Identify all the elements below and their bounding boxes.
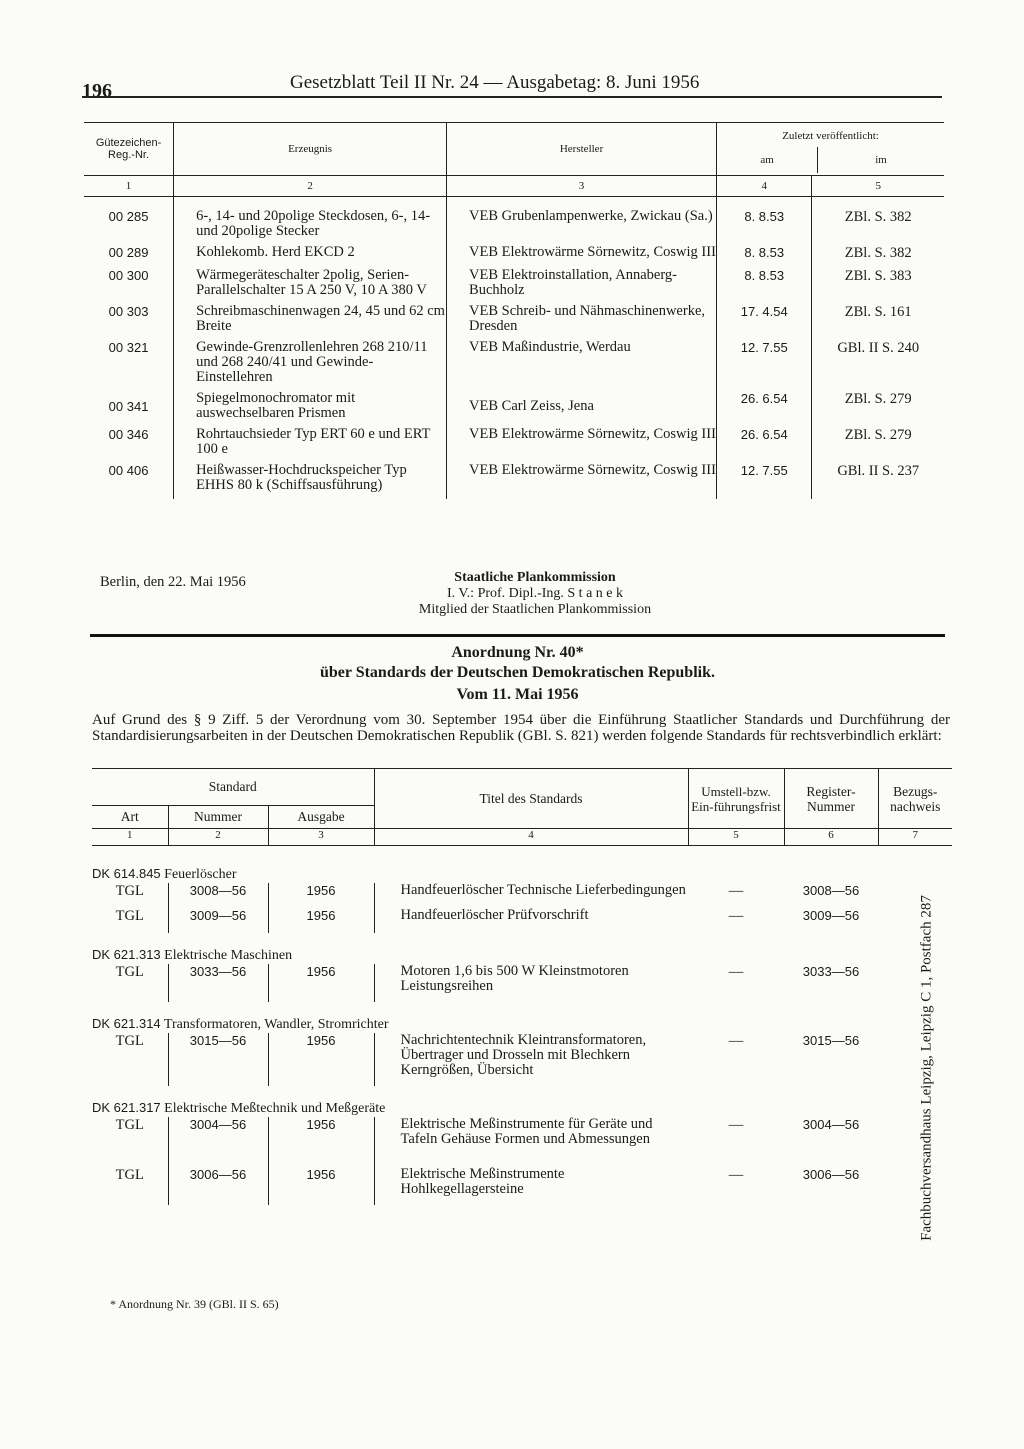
signature-role: Mitglied der Staatlichen Plankommission bbox=[418, 602, 652, 617]
dk-number: DK 621.317 bbox=[92, 1100, 161, 1115]
standard-art: TGL bbox=[92, 964, 168, 1002]
published-date: 12. 7.55 bbox=[717, 340, 812, 391]
bezugsnachweis-vertical bbox=[912, 858, 942, 1278]
reg-number: 00 406 bbox=[84, 463, 174, 499]
dk-name: Elektrische Meßtechnik und Meßgeräte bbox=[164, 1101, 386, 1116]
col-header-reg: Gütezeichen-Reg.-Nr. bbox=[84, 123, 174, 176]
published-date: 8. 8.53 bbox=[717, 245, 812, 268]
standard-nummer: 3009—56 bbox=[168, 908, 268, 933]
table-row bbox=[92, 1155, 952, 1205]
standard-register: 3004—56 bbox=[802, 1117, 860, 1132]
manufacturer: VEB Elektroinstallation, Annaberg-Buchholz bbox=[447, 268, 717, 304]
col-number: 4 bbox=[717, 176, 812, 197]
col-header-am: am bbox=[717, 147, 818, 173]
dk-group-heading bbox=[92, 1086, 952, 1117]
signature-signer: I. V.: Prof. Dipl.-Ing. S t a n e k bbox=[446, 586, 624, 601]
reg-number: 00 321 bbox=[84, 340, 174, 391]
published-date: 26. 6.54 bbox=[717, 391, 812, 427]
guetezeichen-table bbox=[84, 122, 944, 499]
col-header-art: Art bbox=[92, 806, 168, 829]
col-number: 6 bbox=[784, 829, 878, 846]
table-row bbox=[92, 1033, 952, 1086]
dk-number: DK 621.314 bbox=[92, 1016, 161, 1031]
published-in: ZBl. S. 382 bbox=[844, 209, 912, 225]
standard-ausgabe: 1956 bbox=[268, 1155, 374, 1205]
standard-art: TGL bbox=[92, 1155, 168, 1205]
standard-register: 3008—56 bbox=[802, 883, 860, 898]
reg-number: 00 285 bbox=[84, 209, 174, 245]
dk-number: DK 621.313 bbox=[92, 947, 161, 962]
standard-titel: Elektrische Meßinstrumente für Geräte und Tafeln Gehäuse Formen und Abmessungen bbox=[400, 1116, 653, 1147]
published-date: 26. 6.54 bbox=[717, 427, 812, 463]
reg-number: 00 346 bbox=[84, 427, 174, 463]
col-header-ausgabe: Ausgabe bbox=[268, 806, 374, 829]
standard-ausgabe: 1956 bbox=[268, 1033, 374, 1086]
standard-nummer: 3008—56 bbox=[168, 883, 268, 908]
col-header-standard: Standard bbox=[92, 769, 374, 806]
section-title: Anordnung Nr. 40* bbox=[451, 644, 584, 661]
standard-ausgabe: 1956 bbox=[268, 1117, 374, 1155]
standard-art: TGL bbox=[92, 1033, 168, 1086]
col-header-umstell: Umstell-bzw. Ein-führungsfrist bbox=[688, 769, 784, 829]
manufacturer: VEB Schreib- und Nähmaschinenwerke, Dresden bbox=[447, 304, 717, 340]
standard-art: TGL bbox=[92, 908, 168, 933]
product: Gewinde-Grenzrollenlehren 268 210/11 und 268 240/41 und Gewinde-Einstellehren bbox=[174, 340, 447, 391]
reg-number: 00 303 bbox=[84, 304, 174, 340]
product: Wärmegeräteschalter 2polig, Serien-Parallelschalter 15 A 250 V, 10 A 380 V bbox=[174, 268, 447, 304]
product: 6-, 14- und 20polige Steckdosen, 6-, 14- und 20polige Stecker bbox=[174, 209, 447, 245]
dk-group-heading bbox=[92, 933, 952, 964]
standard-art: TGL bbox=[92, 883, 168, 908]
standard-titel: Nachrichtentechnik Kleintransformatoren, Übertrager und Drosseln mit Blechkern Kerngrößen, Übersicht bbox=[400, 1032, 647, 1078]
table-row bbox=[84, 304, 944, 340]
standard-frist: — bbox=[728, 1167, 744, 1183]
published-in: GBl. II S. 240 bbox=[837, 340, 920, 356]
col-header-hersteller: Hersteller bbox=[447, 123, 717, 176]
col-header-erzeugnis: Erzeugnis bbox=[174, 123, 447, 176]
standard-frist: — bbox=[728, 1033, 744, 1049]
dk-name: Transformatoren, Wandler, Stromrichter bbox=[163, 1017, 389, 1032]
manufacturer: VEB Carl Zeiss, Jena bbox=[447, 391, 717, 427]
col-number: 5 bbox=[688, 829, 784, 846]
published-date: 17. 4.54 bbox=[717, 304, 812, 340]
product: Kohlekomb. Herd EKCD 2 bbox=[174, 245, 447, 268]
standard-titel: Elektrische Meßinstrumente Hohlkegellagersteine bbox=[400, 1166, 565, 1197]
dk-name: Feuerlöscher bbox=[164, 867, 237, 882]
col-number: 2 bbox=[174, 176, 447, 197]
standard-frist: — bbox=[728, 883, 744, 899]
standard-nummer: 3004—56 bbox=[168, 1117, 268, 1155]
published-date: 12. 7.55 bbox=[717, 463, 812, 499]
col-header-bezug: Bezugs-nachweis bbox=[878, 769, 952, 829]
col-number: 7 bbox=[878, 829, 952, 846]
standard-titel: Handfeuerlöscher Prüfvorschrift bbox=[400, 907, 589, 923]
signature-block bbox=[370, 570, 700, 618]
manufacturer: VEB Elektrowärme Sörnewitz, Coswig III bbox=[447, 245, 717, 268]
section-intro: Auf Grund des § 9 Ziff. 5 der Verordnung vom 30. September 1954 über die Einführung Staatlicher Standards und Durchführung der Standardisierungsarbeiten in der Deutschen Demokratischen Republik (GBl. S. 821) werden folgende Standards für rechtsverbindlich erklärt: bbox=[92, 712, 950, 744]
dk-group-heading bbox=[92, 1002, 952, 1033]
standard-ausgabe: 1956 bbox=[268, 908, 374, 933]
reg-number: 00 300 bbox=[84, 268, 174, 304]
table-row bbox=[84, 427, 944, 463]
manufacturer: VEB Elektrowärme Sörnewitz, Coswig III bbox=[447, 427, 717, 463]
product: Rohrtauchsieder Typ ERT 60 e und ERT 100 e bbox=[174, 427, 447, 463]
published-in: ZBl. S. 279 bbox=[844, 427, 912, 443]
reg-number: 00 341 bbox=[84, 391, 174, 427]
manufacturer: VEB Elektrowärme Sörnewitz, Coswig III bbox=[447, 463, 717, 499]
header-rule bbox=[82, 96, 942, 98]
col-number: 5 bbox=[812, 176, 944, 197]
reg-number: 00 289 bbox=[84, 245, 174, 268]
table-row bbox=[84, 245, 944, 268]
dk-number: DK 614.845 bbox=[92, 866, 161, 881]
bezugsnachweis-text: Fachbuchversandhaus Leipzig, Leipzig C 1, Postfach 287 bbox=[918, 895, 935, 1241]
col-header-nummer: Nummer bbox=[168, 806, 268, 829]
col-number: 3 bbox=[268, 829, 374, 846]
published-in: ZBl. S. 279 bbox=[844, 391, 912, 407]
col-number: 3 bbox=[447, 176, 717, 197]
table-row bbox=[84, 391, 944, 427]
table-row bbox=[92, 908, 952, 933]
manufacturer: VEB Grubenlampenwerke, Zwickau (Sa.) bbox=[447, 209, 717, 245]
published-in: ZBl. S. 161 bbox=[844, 304, 912, 320]
table-row bbox=[84, 463, 944, 499]
section-rule bbox=[90, 634, 945, 637]
table-row bbox=[84, 340, 944, 391]
standard-register: 3015—56 bbox=[802, 1033, 860, 1048]
product: Heißwasser-Hochdruckspeicher Typ EHHS 80 k (Schiffsausführung) bbox=[174, 463, 447, 499]
table-row bbox=[84, 268, 944, 304]
published-date: 8. 8.53 bbox=[717, 209, 812, 245]
product: Schreibmaschinenwagen 24, 45 und 62 cm Breite bbox=[174, 304, 447, 340]
col-header-titel: Titel des Standards bbox=[374, 769, 688, 829]
footnote: * Anordnung Nr. 39 (GBl. II S. 65) bbox=[110, 1297, 279, 1311]
table-row bbox=[84, 209, 944, 245]
published-date: 8. 8.53 bbox=[717, 268, 812, 304]
standard-frist: — bbox=[728, 908, 744, 924]
table-row bbox=[92, 1117, 952, 1155]
standard-frist: — bbox=[728, 964, 744, 980]
section-subtitle: über Standards der Deutschen Demokratischen Republik. bbox=[319, 664, 715, 681]
dk-group-heading bbox=[92, 846, 952, 884]
signature-place-date: Berlin, den 22. Mai 1956 bbox=[100, 574, 246, 590]
col-header-register: Register-Nummer bbox=[784, 769, 878, 829]
table-row bbox=[92, 964, 952, 1002]
standard-ausgabe: 1956 bbox=[268, 883, 374, 908]
standard-nummer: 3006—56 bbox=[168, 1155, 268, 1205]
col-header-group bbox=[717, 123, 944, 176]
published-in: ZBl. S. 382 bbox=[844, 245, 912, 261]
standard-frist: — bbox=[728, 1117, 744, 1133]
page-header-title: Gesetzblatt Teil II Nr. 24 — Ausgabetag: 8. Juni 1956 bbox=[290, 72, 700, 93]
dk-name: Elektrische Maschinen bbox=[164, 948, 293, 963]
page-number: 196 bbox=[82, 80, 112, 102]
standard-titel: Handfeuerlöscher Technische Lieferbedingungen bbox=[400, 882, 686, 898]
col-number: 2 bbox=[168, 829, 268, 846]
col-header-zuletzt: Zuletzt veröffentlicht: bbox=[782, 130, 879, 142]
standard-register: 3006—56 bbox=[802, 1167, 860, 1182]
table-row bbox=[92, 883, 952, 908]
standard-art: TGL bbox=[92, 1117, 168, 1155]
standards-table bbox=[92, 768, 952, 1205]
standard-nummer: 3015—56 bbox=[168, 1033, 268, 1086]
col-header-im: im bbox=[875, 154, 887, 166]
product: Spiegelmonochromator mit auswechselbaren Prismen bbox=[174, 391, 447, 427]
standard-register: 3009—56 bbox=[802, 908, 860, 923]
manufacturer: VEB Maßindustrie, Werdau bbox=[447, 340, 717, 391]
published-in: GBl. II S. 237 bbox=[837, 463, 920, 479]
col-number: 1 bbox=[92, 829, 168, 846]
standard-nummer: 3033—56 bbox=[168, 964, 268, 1002]
section-date: Vom 11. Mai 1956 bbox=[456, 686, 579, 703]
col-number: 1 bbox=[84, 176, 174, 197]
standard-register: 3033—56 bbox=[802, 964, 860, 979]
signature-org: Staatliche Plankommission bbox=[454, 570, 616, 585]
standard-titel: Motoren 1,6 bis 500 W Kleinstmotoren Leistungsreihen bbox=[400, 963, 629, 994]
published-in: ZBl. S. 383 bbox=[844, 268, 912, 284]
col-number: 4 bbox=[374, 829, 688, 846]
standard-ausgabe: 1956 bbox=[268, 964, 374, 1002]
